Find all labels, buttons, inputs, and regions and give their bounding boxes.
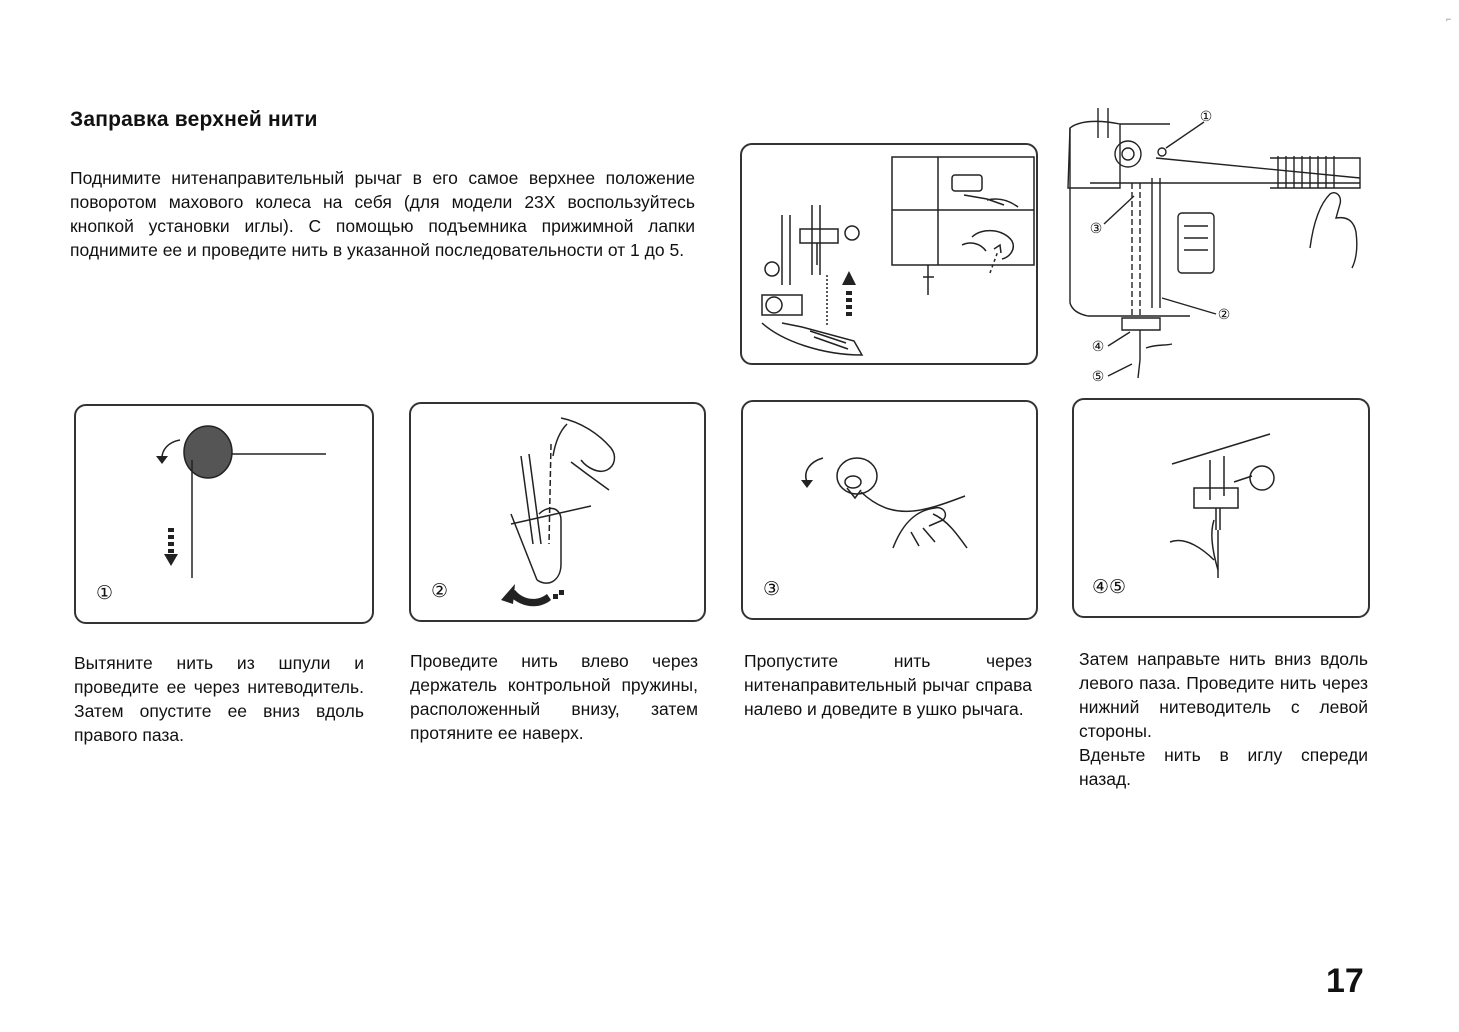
step-1-drawing	[76, 406, 376, 626]
step-45-panel	[1072, 398, 1370, 618]
threading-overview-diagram	[1060, 98, 1372, 396]
callout-4: ④	[1091, 338, 1105, 354]
step-2-drawing	[411, 404, 708, 624]
callout-2: ②	[1217, 306, 1231, 322]
intro-paragraph: Поднимите нитенаправительный рычаг в его самое верхнее положение поворотом махового колеса на себя (для модели 23X воспользуйтесь кнопкой установки иглы). С помощью подъемника прижимной лапки поднимите ее и проведите нить в указанной последовательности от 1 до 5.	[70, 168, 695, 260]
callout-5: ⑤	[1091, 368, 1105, 384]
presser-foot-illustration	[740, 143, 1038, 365]
step-1-caption	[74, 651, 364, 747]
callout-3: ③	[1089, 220, 1103, 236]
edge-mark: ⌐	[1446, 14, 1452, 24]
step-3-number: ③	[763, 579, 781, 600]
step-2-panel	[409, 402, 706, 622]
page-title: Заправка верхней нити	[70, 108, 318, 131]
step-3-panel	[741, 400, 1038, 620]
overview-drawing	[1060, 98, 1372, 396]
step-45-caption	[1079, 647, 1368, 791]
step-45-caption-text: Затем направьте нить вниз вдоль левого паза. Проведите нить через нижний нитеводитель с левой стороны.	[1079, 649, 1368, 741]
step-45-number: ④⑤	[1092, 577, 1127, 598]
step-1-caption-text: Вытяните нить из шпули и проведите ее через нитеводитель. Затем опустите ее вниз вдоль правого паза.	[74, 653, 364, 745]
step-3-caption	[744, 649, 1032, 721]
step-2-number: ②	[431, 581, 449, 602]
step-1-number: ①	[96, 583, 114, 604]
callout-1: ①	[1199, 108, 1213, 124]
step-3-drawing	[743, 402, 1040, 622]
step-45-caption-text-2: Вденьте нить в иглу спереди назад.	[1079, 745, 1368, 789]
step-2-caption-text: Проведите нить влево через держатель контрольной пружины, расположенный внизу, затем протяните ее наверх.	[410, 651, 698, 743]
step-3-caption-text: Пропустите нить через нитенаправительный рычаг справа налево и доведите в ушко рычага.	[744, 651, 1032, 719]
step-2-caption	[410, 649, 698, 745]
presser-foot-drawing	[742, 145, 1040, 367]
page-number: 17	[1326, 962, 1364, 1000]
step-1-panel	[74, 404, 374, 624]
